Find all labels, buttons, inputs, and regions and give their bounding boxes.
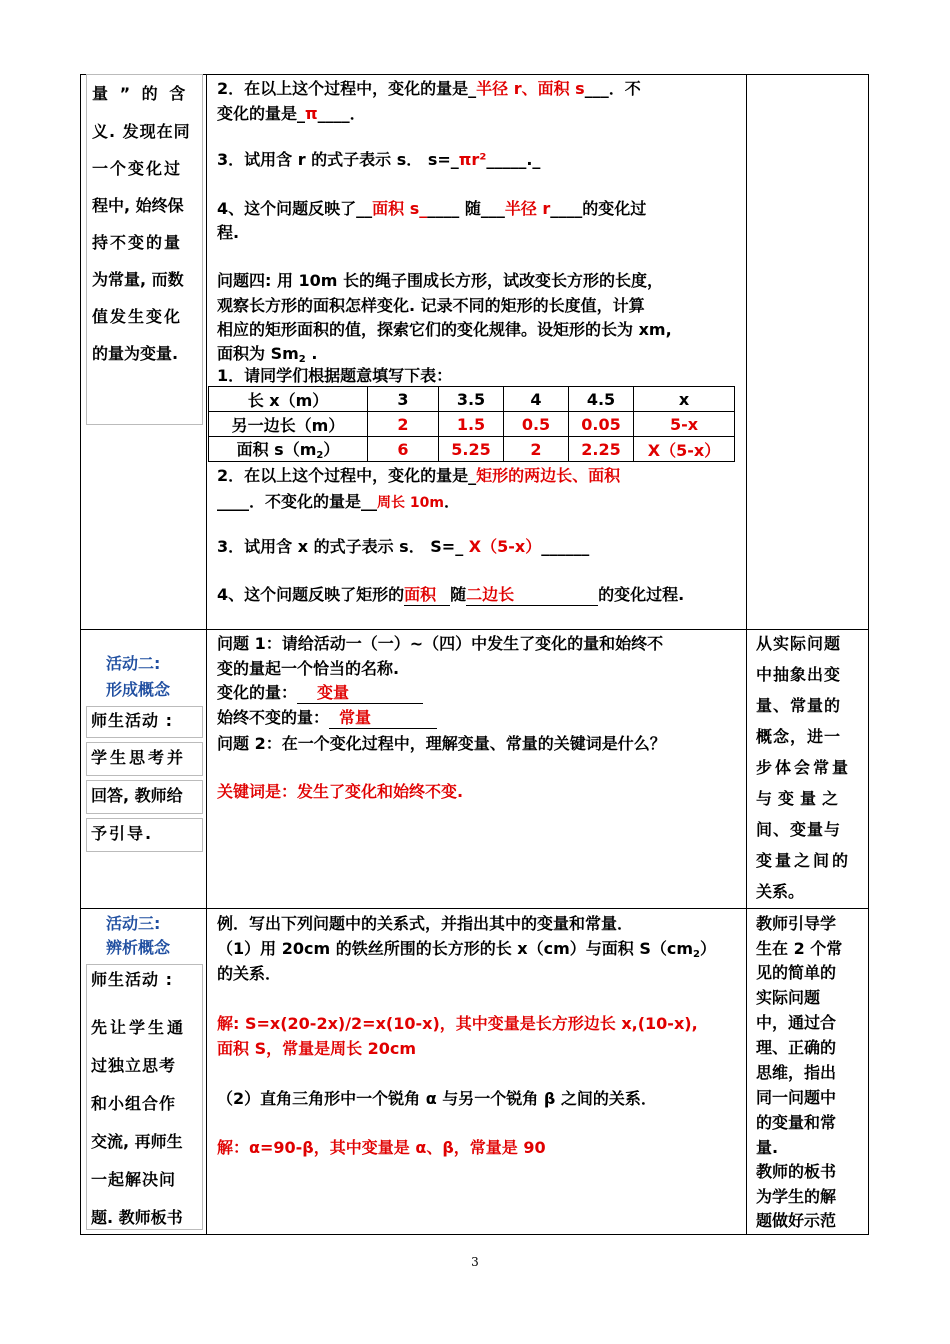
table-bottom-border [80,1234,869,1235]
table-cell: 面积 $s(m_2)$ [209,437,368,462]
activity3-note: 为学生的解 [756,1187,837,1206]
table-cell: 2 [368,412,439,437]
activity2-title: 活动二: [106,654,161,673]
table-right-border [868,74,869,1235]
activity2-note: 关系。 [756,882,805,901]
rectangle-table [208,386,735,462]
activity3-subtitle: 辨析概念 [106,938,171,957]
problem4-line: 问题四: 用 10m 长的绳子围成长方形，试改变长方形的长度， [217,271,664,290]
table-cell: 5.25 [439,437,504,462]
activity3-note: 教师引导学 [756,914,837,933]
activity3-problem1: （1）用 20cm 的铁丝所围的长方形的长 x（cm）与面积 $S(cm_2)$ [217,939,716,960]
problem4-line: 观察长方形的面积怎样变化. 记录不同的矩形的长度值，计算 [217,296,645,315]
activity3-note: 同一问题中 [756,1088,837,1107]
activity3-note: 见的简单的 [756,963,837,982]
activity3-note: 实际问题 [756,988,821,1007]
activity3-line: 和小组合作 [91,1094,177,1113]
intro-line: 持不变的量 [92,233,183,252]
problem4-line: 相应的矩形面积的值，探索它们的变化规律。设矩形的长为 xm, [217,320,672,339]
activity2-box-text: 学生思考并 [91,748,187,767]
activity2-box-text: 师生活动 : [91,711,173,730]
activity2-note: 量、常量的 [756,696,842,715]
activity2-box-text: 予引导. [91,824,154,843]
activity2-q1: 问题 1：请给活动一（一）~（四）中发生了变化的量和始终不 [217,634,664,653]
activity3-note: 的变量和常 [756,1113,837,1132]
activity3-line: 一起解决问 [91,1170,177,1189]
activity3-example: 例．写出下列问题中的关系式，并指出其中的变量和常量． [217,914,634,933]
rect-q2-line2: ____．不变化的量是__周长 10m． [217,492,460,511]
activity3-problem1-line2: 的关系． [217,964,282,983]
table-cell: 2 [504,437,569,462]
table-cell: X（5-x） [634,437,735,462]
activity3-note: 理、正确的 [756,1038,837,1057]
table-cell: 另一边长（m） [209,412,368,437]
activity2-note: 中抽象出变 [756,665,842,684]
column-divider-2 [746,74,747,1235]
activity3-note: 生在 2 个常 [756,939,843,958]
activity3-line: 师生活动 : [91,970,173,989]
table-cell: 3.5 [439,387,504,412]
circle-q3: 3．试用含 r 的式子表示 s． s=_πr²_____._ [217,150,541,169]
table-cell: 6 [368,437,439,462]
table-cell: 0.05 [569,412,634,437]
table-row [209,387,735,412]
circle-q4: 4、这个问题反映了__面积 s_____ 随___半径 r____的变化过 [217,199,647,218]
circle-q4-line2: 程. [217,223,240,242]
table-cell: 3 [368,387,439,412]
intro-line: 量 ” 的 含 [92,84,189,103]
activity3-line: 交流, 再师生 [91,1132,183,1151]
activity3-title: 活动三: [106,914,161,933]
table-left-border [80,74,81,1235]
activity2-note: 从实际问题 [756,634,842,653]
activity3-note: 思维，指出 [756,1063,837,1082]
activity2-constant: 始终不变的量： 常量 [217,708,437,729]
activity2-q2: 问题 2：在一个变化过程中，理解变量、常量的关键词是什么？ [217,734,666,753]
activity3-note: 题做好示范 [756,1211,837,1230]
circle-q2-line2: 变化的量是_π____． [217,104,366,123]
row-divider-2 [80,908,869,909]
activity2-q1-line2: 变的量起一个恰当的名称. [217,659,400,678]
fill-table-instruction: 1．请同学们根据题意填写下表： [217,366,453,385]
table-row [209,437,735,462]
table-cell: 1.5 [439,412,504,437]
activity3-note: 教师的板书 [756,1162,837,1181]
activity2-variable: 变化的量： 变量 [217,683,423,704]
table-cell: 0.5 [504,412,569,437]
activity2-box-text: 回答, 教师给 [91,786,183,805]
activity3-line: 先让学生通 [91,1018,187,1037]
table-row [209,412,735,437]
activity3-note: 中，通过合 [756,1013,837,1032]
intro-line: 程中, 始终保 [92,196,184,215]
column-divider-1 [206,74,207,1235]
intro-line: 的量为变量. [92,344,179,363]
rect-q4: 4、这个问题反映了矩形的面积 随二边长 的变化过程. [217,585,685,604]
activity2-note: 步体会常量 [756,758,852,777]
activity3-solution1-line2: 面积 S，常量是周长 20cm [217,1039,417,1058]
table-cell: x [634,387,735,412]
table-cell: 2.25 [569,437,634,462]
activity2-note: 间、变量与 [756,820,842,839]
table-cell: 5-x [634,412,735,437]
problem4-line: 面积为 $Sm_2$ . [217,344,318,365]
activity2-note: 与变量之 [756,789,845,808]
intro-line: 为常量, 而数 [92,270,184,289]
activity3-solution2: 解：α=90-β，其中变量是 α、β，常量是 90 [217,1138,546,1157]
activity2-note: 概念，进一 [756,727,842,746]
intro-line: 值发生变化 [92,307,183,326]
activity3-problem2: （2）直角三角形中一个锐角 α 与另一个锐角 β 之间的关系． [217,1089,657,1108]
table-cell: 4 [504,387,569,412]
intro-line: 一个变化过 [92,159,183,178]
rect-q3: 3．试用含 x 的式子表示 s． S=_ X（5-x）______ [217,537,590,556]
activity3-solution1: 解: S=x(20-2x)/2=x(10-x)，其中变量是长方形边长 x,(10-x), [217,1014,698,1033]
activity2-note: 变量之间的 [756,851,852,870]
intro-line: 义. 发现在同 [92,122,191,141]
activity2-subtitle: 形成概念 [106,680,171,699]
activity2-key-answer: 关键词是：发生了变化和始终不变. [217,782,464,801]
activity3-line: 题. 教师板书 [91,1208,183,1227]
page-number: 3 [471,1255,479,1269]
circle-q2: 2．在以上这个过程中，变化的量是_半径 r、面积 s___．不 [217,79,641,98]
row-divider-1 [80,629,869,630]
activity3-line: 过独立思考 [91,1056,177,1075]
table-cell: 长 x（m） [209,387,368,412]
table-cell: 4.5 [569,387,634,412]
rect-q2: 2．在以上这个过程中，变化的量是_矩形的两边长、面积 [217,466,621,485]
activity3-note: 量. [756,1138,779,1157]
